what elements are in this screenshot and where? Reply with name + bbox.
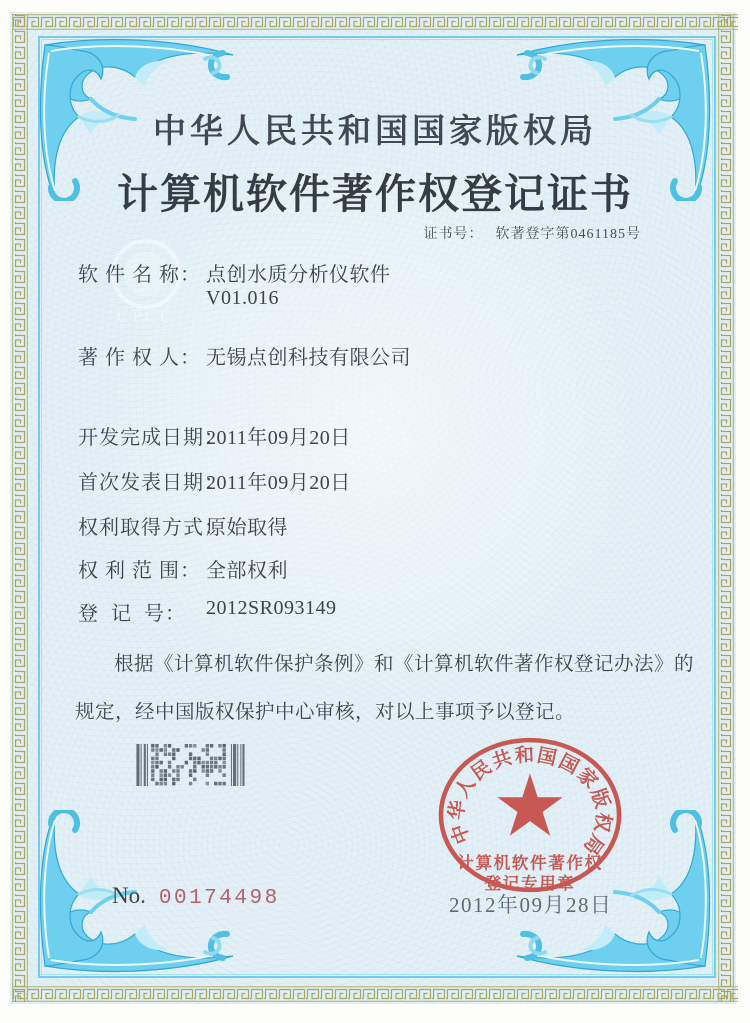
field-label: 著 作 权 人：	[78, 347, 201, 369]
field-registration-number	[78, 597, 337, 626]
field-label: 权利取得方式：	[78, 517, 225, 539]
field-label: 开发完成日期：	[78, 427, 225, 449]
field-label: 软 件 名 称：	[78, 264, 201, 286]
field-value: 全部权利	[206, 560, 288, 582]
field-value: 无锡点创科技有限公司	[206, 347, 411, 369]
field-value: 2011年09月20日	[206, 472, 351, 494]
certificate-number-label: 证书号：	[423, 227, 484, 242]
field-label: 登 记 号：	[78, 603, 186, 625]
certificate-title: 计算机软件著作权登记证书	[117, 171, 633, 217]
field-software-name	[78, 258, 391, 287]
seal-star-icon	[497, 774, 562, 836]
serial-label: No.	[112, 883, 146, 908]
authority-title: 中华人民共和国国家版权局	[153, 114, 597, 150]
greek-key-border-bottom	[12, 986, 738, 1002]
statement-line-1: 根据《计算机软件保护条例》和《计算机软件著作权登记办法》的	[114, 654, 695, 675]
watermark-text: CPCC	[116, 306, 176, 326]
official-seal	[428, 731, 632, 899]
field-rights-acquisition-method	[78, 511, 288, 540]
barcode	[135, 744, 247, 786]
certificate-number-line	[424, 223, 641, 243]
statement-line-2: 规定，经中国版权保护中心审核，对以上事项予以登记。	[75, 702, 576, 723]
issue-date: 2012年09月28日	[449, 893, 613, 917]
field-label: 首次发表日期：	[78, 472, 225, 494]
seal-ring-text: 中华人民共和国国家版权局	[446, 745, 614, 860]
field-value: 2012SR093149	[206, 597, 337, 619]
field-value: 点创水质分析仪软件	[206, 264, 391, 286]
field-first-publication-date	[78, 466, 351, 495]
field-rights-scope	[78, 554, 288, 583]
field-development-completed-date	[78, 421, 351, 450]
field-value-line2: V01.016	[206, 287, 279, 309]
certificate-number-value: 软著登字第0461185号	[495, 227, 641, 242]
seal-inner-text-2: 登记专用章	[484, 873, 576, 893]
serial-number: 00174498	[158, 887, 280, 910]
field-value: 2011年09月20日	[206, 427, 351, 449]
seal-inner-text-1: 计算机软件著作权	[457, 853, 603, 873]
serial-number-line	[112, 883, 280, 910]
field-copyright-owner	[78, 341, 411, 370]
field-label: 权 利 范 围：	[78, 560, 201, 582]
greek-key-border-top	[12, 14, 738, 30]
field-value: 原始取得	[206, 517, 288, 539]
